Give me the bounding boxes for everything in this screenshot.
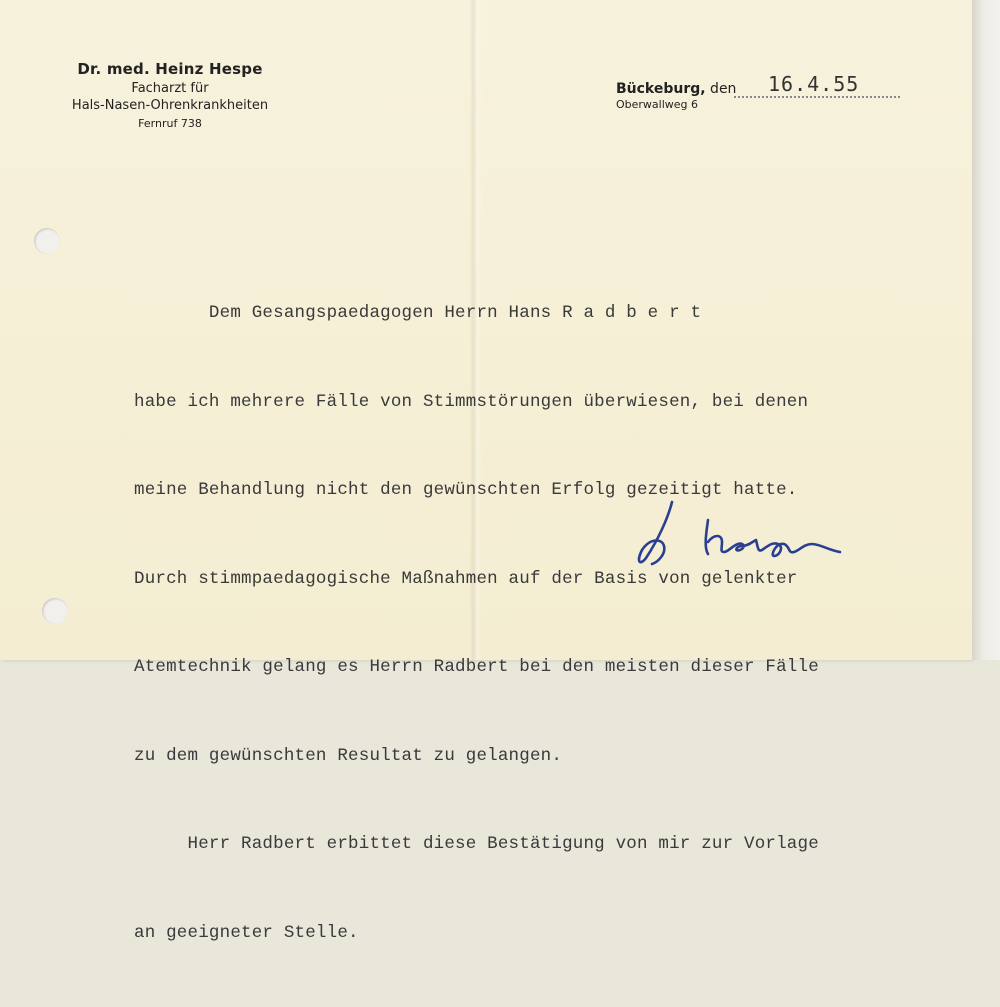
body-line: Dem Gesangspaedagogen Herrn Hans R a d b e r t: [134, 303, 702, 323]
body-line: Atemtechnik gelang es Herrn Radbert bei den meisten dieser Fälle: [134, 657, 819, 677]
doctor-name: Dr. med. Heinz Hespe: [77, 60, 263, 78]
street-address: Oberwallweg 6: [616, 98, 699, 111]
den-label: den: [705, 81, 737, 97]
body-line: Herr Radbert erbittet diese Bestätigung von mir zur Vorlage: [134, 834, 819, 854]
punch-hole-top: [34, 228, 60, 254]
body-line: meine Behandlung nicht den gewünschten Erfolg gezeitigt hatte.: [134, 480, 798, 500]
doctor-specialty: Hals-Nasen-Ohrenkrankheiten: [71, 98, 269, 113]
city: Bückeburg,: [616, 81, 706, 97]
doctor-phone: Fernruf 738: [138, 117, 202, 130]
body-line: Durch stimmpaedagogische Maßnahmen auf der Basis von gelenkter: [134, 568, 798, 589]
body-line: habe ich mehrere Fälle von Stimmstörungen überwiesen, bei denen: [134, 391, 809, 412]
letterhead: [60, 60, 280, 130]
body-line: an geeigneter Stelle.: [134, 922, 359, 943]
letter-body: [134, 240, 924, 1007]
body-line: zu dem gewünschten Resultat zu gelangen.: [134, 745, 563, 766]
doctor-title: Facharzt für: [131, 81, 209, 96]
place-line: [616, 78, 736, 97]
letter-date: 16.4.55: [768, 72, 860, 96]
handwritten-signature: [628, 490, 858, 580]
scanner-edge: [972, 0, 1000, 660]
date-dotted-line: [734, 96, 900, 98]
punch-hole-bottom: [42, 598, 68, 624]
